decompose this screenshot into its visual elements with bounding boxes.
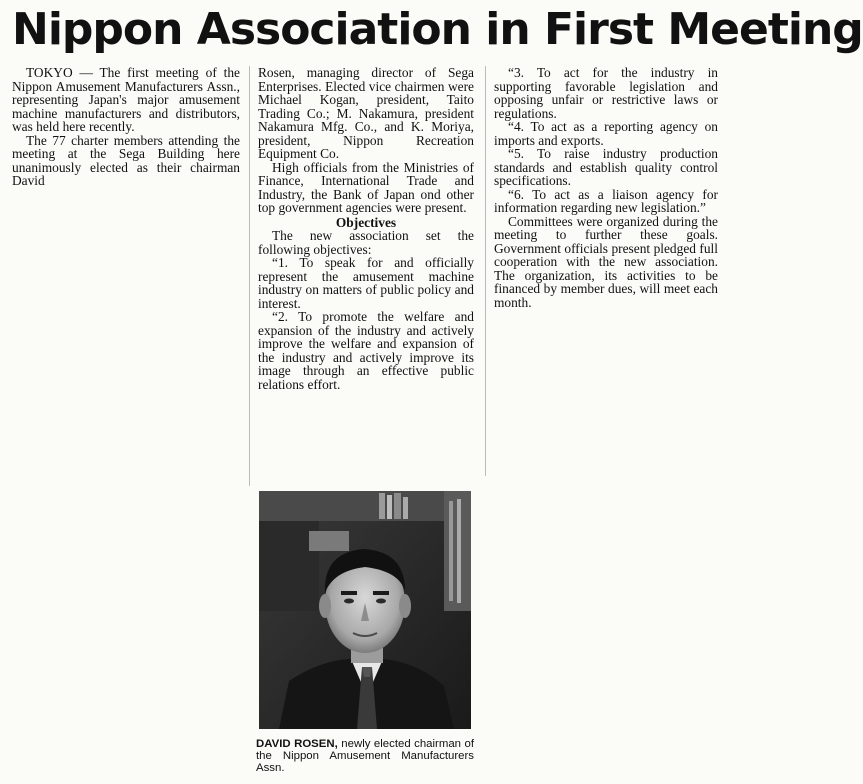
caption-text: newly elected chairman of the Nippon Amusement Manufacturers Assn. <box>256 738 475 774</box>
column-divider <box>249 66 250 486</box>
paragraph: “5. To raise industry production standards and establish quality control specifications. <box>494 146 718 188</box>
column-2 <box>258 66 474 391</box>
photo-caption <box>256 738 474 774</box>
column-1 <box>12 66 240 188</box>
paragraph: TOKYO — The first meeting of the Nippon Amusement Manufacturers Assn., representing Japan's major amusement machine manufacturers and distributors, was held here recently. <box>12 65 240 134</box>
headline: Nippon Association in First Meeting <box>12 4 863 55</box>
paragraph: Rosen, managing director of Sega Enterprises. Elected vice chairmen were Michael Kogan, president, Taito Trading Co.; M. Nakamura, president Nakamura Mfg. Co., and K. Moriya, president, Nippon Recreation Equipment Co. <box>258 65 474 161</box>
portrait-photo <box>259 491 471 729</box>
column-divider <box>485 66 486 476</box>
paragraph: “6. To act as a liaison agency for information regarding new legislation.” <box>494 186 718 215</box>
column-3 <box>494 66 718 309</box>
caption-name: DAVID ROSEN, <box>256 738 338 750</box>
paragraph: Committees were organized during the meeting to further these goals. Government officials present pledged full cooperation with the new association. The organization, its activities to be financed by member dues, will meet each month. <box>494 213 718 310</box>
paragraph: The 77 charter members attending the meeting at the Sega Building here unanimously elected as their chairman David <box>12 132 240 188</box>
paragraph: The new association set the following objectives: <box>258 228 474 257</box>
portrait-illustration <box>259 491 471 729</box>
paragraph: “2. To promote the welfare and expansion of the industry and actively improve the welfare and expansion of the industry and actively improve its image through an effective public relations effort. <box>258 309 474 392</box>
paragraph: High officials from the Ministries of Finance, International Trade and Industry, the Bank of Japan ond other top government agencies were present. <box>258 159 474 215</box>
paragraph: “4. To act as a reporting agency on imports and exports. <box>494 119 718 148</box>
subhead-objectives: Objectives <box>335 214 397 230</box>
paragraph: “3. To act for the industry in supporting favorable legislation and opposing unfair or restrictive laws or regulations. <box>494 65 718 121</box>
paragraph: “1. To speak for and officially represent the amusement machine industry on matters of public policy and interest. <box>258 255 474 311</box>
